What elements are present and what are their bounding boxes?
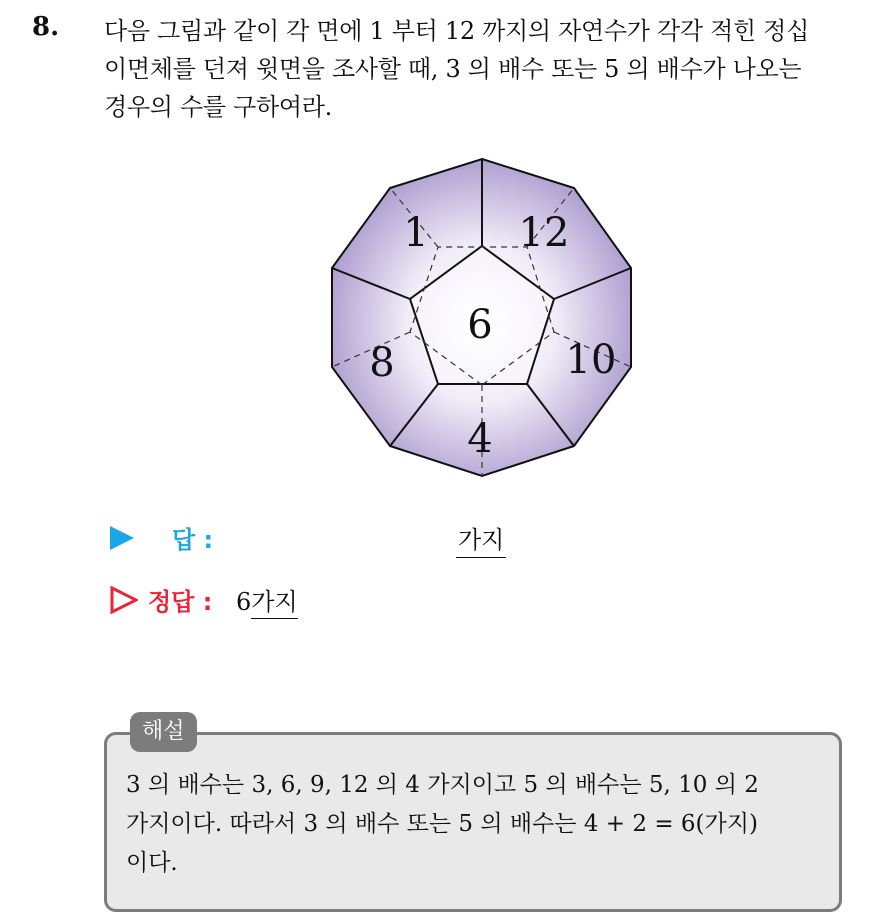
answer-label: 답 : bbox=[172, 526, 214, 554]
question-number: 8. bbox=[32, 12, 60, 42]
question-line: 이면체를 던져 윗면을 조사할 때, 3 의 배수 또는 5 의 배수가 나오는 bbox=[104, 55, 802, 83]
question-line: 다음 그림과 같이 각 면에 1 부터 12 까지의 자연수가 각각 적힌 정십 bbox=[104, 17, 809, 45]
filled-triangle-icon bbox=[110, 526, 134, 550]
answer-unit: 가지 bbox=[458, 526, 505, 554]
solution-line: 가지이다. 따라서 3 의 배수 또는 5 의 배수는 4 + 2 = 6(가지) bbox=[126, 811, 758, 837]
face-label: 6 bbox=[467, 302, 493, 348]
face-label: 12 bbox=[518, 210, 570, 256]
face-label: 8 bbox=[369, 340, 395, 386]
face-label: 10 bbox=[565, 337, 617, 383]
face-label: 4 bbox=[467, 416, 493, 462]
dodecahedron-figure bbox=[320, 152, 640, 482]
solution-text bbox=[126, 766, 826, 883]
correct-answer-unit: 가지 bbox=[251, 588, 297, 619]
solution-line: 3 의 배수는 3, 6, 9, 12 의 4 가지이고 5 의 배수는 5, 10 의 2 bbox=[126, 772, 759, 798]
correct-answer-value bbox=[236, 582, 298, 617]
answer-blank[interactable] bbox=[456, 520, 506, 558]
outline-triangle-icon bbox=[110, 586, 138, 614]
question-line: 경우의 수를 구하여라. bbox=[104, 93, 332, 121]
solution-tag: 해설 bbox=[130, 712, 197, 752]
correct-answer-number: 6 bbox=[236, 588, 252, 616]
face-label: 1 bbox=[403, 210, 429, 256]
solution-line: 이다. bbox=[126, 850, 178, 876]
question-text bbox=[104, 12, 864, 126]
correct-answer-label: 정답 : bbox=[148, 588, 213, 616]
